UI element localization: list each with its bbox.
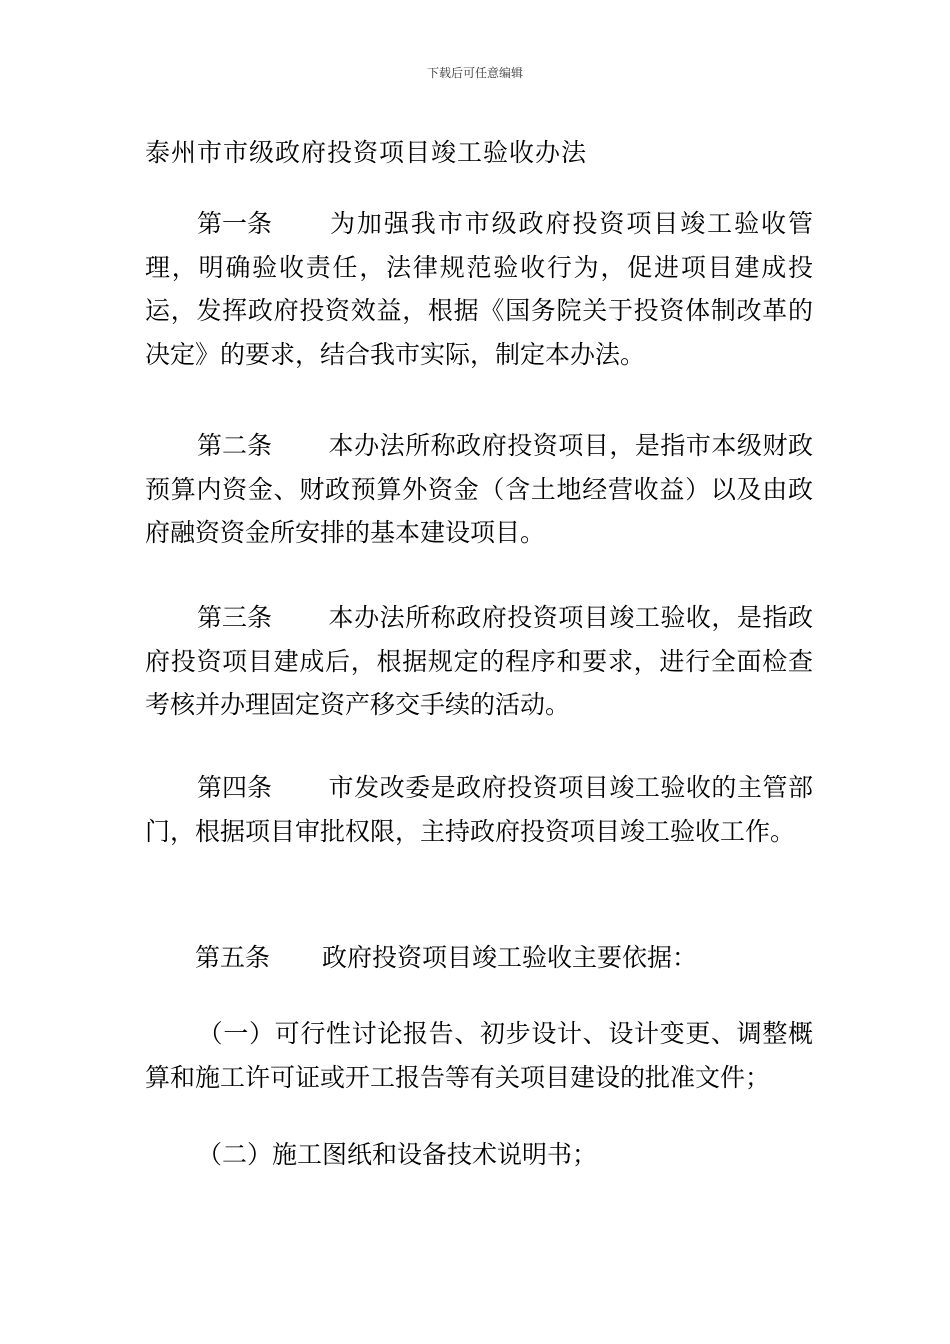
article-3-text: 本办法所称政府投资项目竣工验收，是指政府投资项目建成后，根据规定的程序和要求，进行全面检查考核并办理固定资产移交手续的活动。 xyxy=(145,603,813,719)
article-3-label: 第三条 xyxy=(197,603,273,632)
page-header: 下载后可任意编辑 xyxy=(426,66,523,80)
article-2 xyxy=(145,424,813,555)
list-item-1-text: （一）可行性讨论报告、初步设计、设计变更、调整概算和施工许可证或开工报告等有关项目建设的批准文件； xyxy=(145,1019,813,1092)
article-2-text: 本办法所称政府投资项目，是指市本级财政预算内资金、财政预算外资金（含土地经营收益）以及由政府融资资金所安排的基本建设项目。 xyxy=(145,431,813,547)
article-1-label: 第一条 xyxy=(197,209,273,238)
article-5-label: 第五条 xyxy=(195,943,271,972)
list-item-2-text: （二）施工图纸和设备技术说明书； xyxy=(197,1140,598,1169)
list-item-1 xyxy=(145,1012,813,1099)
article-4 xyxy=(145,766,813,853)
document-title: 泰州市市级政府投资项目竣工验收办法 xyxy=(145,138,588,167)
article-5 xyxy=(145,936,813,980)
article-1 xyxy=(145,202,813,376)
article-4-text: 市发改委是政府投资项目竣工验收的主管部门，根据项目审批权限，主持政府投资项目竣工验收工作。 xyxy=(145,773,813,846)
article-5-text: 政府投资项目竣工验收主要依据： xyxy=(322,943,698,972)
article-4-label: 第四条 xyxy=(197,773,273,802)
list-item-2 xyxy=(145,1133,813,1177)
article-1-text: 为加强我市市级政府投资项目竣工验收管理，明确验收责任，法律规范验收行为，促进项目建成投运，发挥政府投资效益，根据《国务院关于投资体制改革的决定》的要求，结合我市实际，制定本办法。 xyxy=(145,209,813,369)
article-2-label: 第二条 xyxy=(197,431,273,460)
article-3 xyxy=(145,596,813,727)
